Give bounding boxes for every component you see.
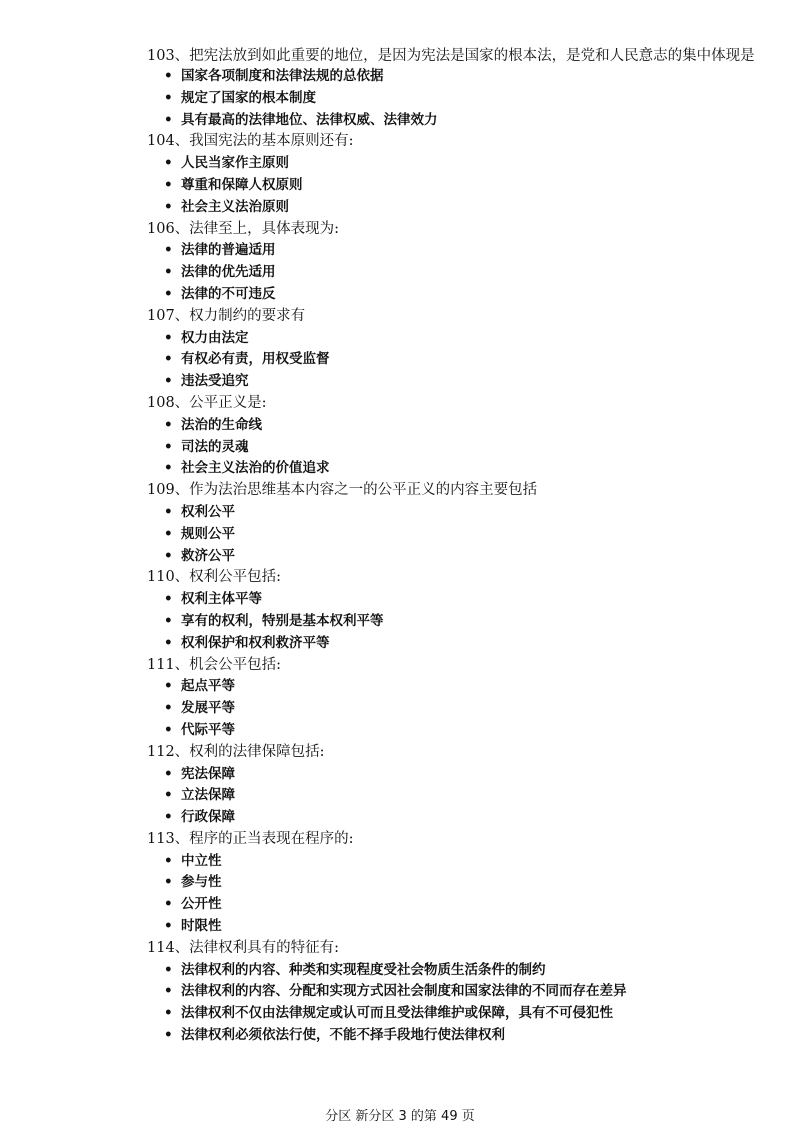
question-block: [147, 219, 777, 306]
list-item: [147, 981, 777, 1003]
answer-list: [147, 960, 777, 1047]
list-item: [147, 785, 777, 807]
bullet-icon: •: [164, 503, 173, 520]
list-item-text: 立法保障: [181, 787, 235, 804]
question-title: 111、机会公平包括:: [147, 656, 282, 673]
list-item-text: 规定了国家的根本制度: [181, 89, 316, 106]
answer-list: [147, 851, 777, 938]
bullet-icon: •: [164, 373, 173, 390]
question-block: [147, 306, 777, 393]
list-item: [147, 960, 777, 982]
question-title: 103、把宪法放到如此重要的地位，是因为宪法是国家的根本法，是党和人民意志的集中体现是: [147, 48, 755, 64]
question-block: [147, 567, 777, 654]
list-item-text: 救济公平: [181, 547, 235, 564]
bullet-icon: •: [164, 787, 173, 804]
list-item: [147, 458, 777, 480]
bullet-icon: •: [164, 678, 173, 695]
bullet-icon: •: [164, 852, 173, 869]
list-item-text: 尊重和保障人权原则: [181, 176, 303, 193]
list-item-text: 法律权利不仅由法律规定或认可而且受法律维护或保障，具有不可侵犯性: [181, 1005, 613, 1022]
list-item-text: 法治的生命线: [181, 416, 262, 433]
bullet-icon: •: [164, 264, 173, 281]
bullet-icon: •: [164, 961, 173, 978]
answer-list: [147, 415, 777, 480]
question-block: [147, 742, 777, 829]
list-item: [147, 676, 777, 698]
list-item-text: 法律权利的内容、种类和实现程度受社会物质生活条件的制约: [181, 961, 546, 978]
list-item: [147, 415, 777, 437]
list-item: [147, 546, 777, 568]
list-item-text: 违法受追究: [181, 373, 249, 390]
question-block: [147, 393, 777, 480]
bullet-icon: •: [164, 438, 173, 455]
list-item: [147, 916, 777, 938]
list-item: [147, 328, 777, 350]
question-block: [147, 480, 777, 567]
list-item-text: 法律的优先适用: [181, 264, 276, 281]
bullet-icon: •: [164, 700, 173, 717]
bullet-icon: •: [164, 525, 173, 542]
bullet-icon: •: [164, 547, 173, 564]
question-title: 110、权利公平包括:: [147, 569, 282, 586]
question-block: [147, 46, 777, 131]
answer-list: [147, 328, 777, 393]
list-item: [147, 1025, 777, 1047]
question-title: 104、我国宪法的基本原则还有:: [147, 133, 354, 150]
answer-list: [147, 153, 777, 218]
list-item-text: 时限性: [181, 918, 222, 935]
bullet-icon: •: [164, 1005, 173, 1022]
list-item-text: 规则公平: [181, 525, 235, 542]
question-title: 113、程序的正当表现在程序的:: [147, 830, 354, 847]
bullet-icon: •: [164, 68, 173, 84]
list-item-text: 法律的普遍适用: [181, 242, 276, 259]
list-item: [147, 720, 777, 742]
list-item-text: 法律权利的内容、分配和实现方式因社会制度和国家法律的不同而存在差异: [181, 983, 627, 1000]
question-title: 106、法律至上，具体表现为:: [147, 220, 340, 237]
question-block: [147, 829, 777, 938]
list-item: [147, 240, 777, 262]
list-item-text: 权利主体平等: [181, 591, 262, 608]
bullet-icon: •: [164, 176, 173, 193]
page-footer: 分区 新分区 3 的第 49 页: [325, 1109, 475, 1124]
bullet-icon: •: [164, 416, 173, 433]
list-item: [147, 894, 777, 916]
bullet-icon: •: [164, 612, 173, 629]
list-item-text: 社会主义法治原则: [181, 198, 289, 215]
question-block: [147, 131, 777, 218]
answer-list: [147, 502, 777, 567]
bullet-icon: •: [164, 983, 173, 1000]
list-item-text: 享有的权利，特别是基本权利平等: [181, 612, 384, 629]
list-item-text: 法律的不可违反: [181, 285, 276, 302]
question-title: 114、法律权利具有的特征有:: [147, 939, 340, 956]
list-item-text: 权力由法定: [181, 329, 249, 346]
bullet-icon: •: [164, 198, 173, 215]
bullet-icon: •: [164, 918, 173, 935]
list-item-text: 国家各项制度和法律法规的总依据: [181, 68, 384, 84]
bullet-icon: •: [164, 155, 173, 172]
list-item-text: 宪法保障: [181, 765, 235, 782]
bullet-icon: •: [164, 591, 173, 608]
bullet-icon: •: [164, 329, 173, 346]
question-title: 109、作为法治思维基本内容之一的公平正义的内容主要包括: [147, 482, 538, 499]
answer-list: [147, 240, 777, 305]
bullet-icon: •: [164, 721, 173, 738]
list-item: [147, 807, 777, 829]
list-item-text: 权利保护和权利救济平等: [181, 634, 330, 651]
question-block: [147, 938, 777, 1047]
list-item: [147, 349, 777, 371]
list-item: [147, 502, 777, 524]
list-item: [147, 262, 777, 284]
bullet-icon: •: [164, 809, 173, 826]
list-item-text: 法律权利必须依法行使，不能不择手段地行使法律权利: [181, 1027, 505, 1044]
list-item: [147, 371, 777, 393]
list-item: [147, 589, 777, 611]
list-item: [147, 764, 777, 786]
list-item-text: 代际平等: [181, 721, 235, 738]
list-item: [147, 66, 777, 88]
list-item: [147, 851, 777, 873]
bullet-icon: •: [164, 1027, 173, 1044]
list-item-text: 发展平等: [181, 700, 235, 717]
answer-list: [147, 676, 777, 741]
bullet-icon: •: [164, 351, 173, 368]
list-item: [147, 437, 777, 459]
list-item-text: 参与性: [181, 874, 222, 891]
list-item: [147, 633, 777, 655]
bullet-icon: •: [164, 285, 173, 302]
bullet-icon: •: [164, 89, 173, 106]
question-title: 112、权利的法律保障包括:: [147, 743, 325, 760]
list-item: [147, 872, 777, 894]
list-item-text: 公开性: [181, 896, 222, 913]
bullet-icon: •: [164, 874, 173, 891]
bullet-icon: •: [164, 111, 173, 128]
bullet-icon: •: [164, 896, 173, 913]
list-item: [147, 611, 777, 633]
bullet-icon: •: [164, 765, 173, 782]
list-item: [147, 88, 777, 110]
list-item: [147, 698, 777, 720]
list-item-text: 有权必有责，用权受监督: [181, 351, 330, 368]
list-item: [147, 153, 777, 175]
list-item-text: 行政保障: [181, 809, 235, 826]
answer-list: [147, 764, 777, 829]
list-item: [147, 175, 777, 197]
list-item-text: 中立性: [181, 852, 222, 869]
bullet-icon: •: [164, 242, 173, 259]
list-item-text: 人民当家作主原则: [181, 155, 289, 172]
answer-list: [147, 66, 777, 131]
question-block: [147, 655, 777, 742]
question-title: 107、权力制约的要求有: [147, 307, 306, 324]
list-item-text: 司法的灵魂: [181, 438, 249, 455]
list-item: [147, 284, 777, 306]
list-item-text: 权利公平: [181, 503, 235, 520]
question-title: 108、公平正义是:: [147, 394, 267, 411]
list-item-text: 起点平等: [181, 678, 235, 695]
list-item-text: 社会主义法治的价值追求: [181, 460, 330, 477]
list-item: [147, 197, 777, 219]
document-body: [147, 46, 777, 1047]
list-item: [147, 524, 777, 546]
answer-list: [147, 589, 777, 654]
list-item: [147, 110, 777, 132]
list-item: [147, 1003, 777, 1025]
bullet-icon: •: [164, 460, 173, 477]
list-item-text: 具有最高的法律地位、法律权威、法律效力: [181, 111, 438, 128]
bullet-icon: •: [164, 634, 173, 651]
